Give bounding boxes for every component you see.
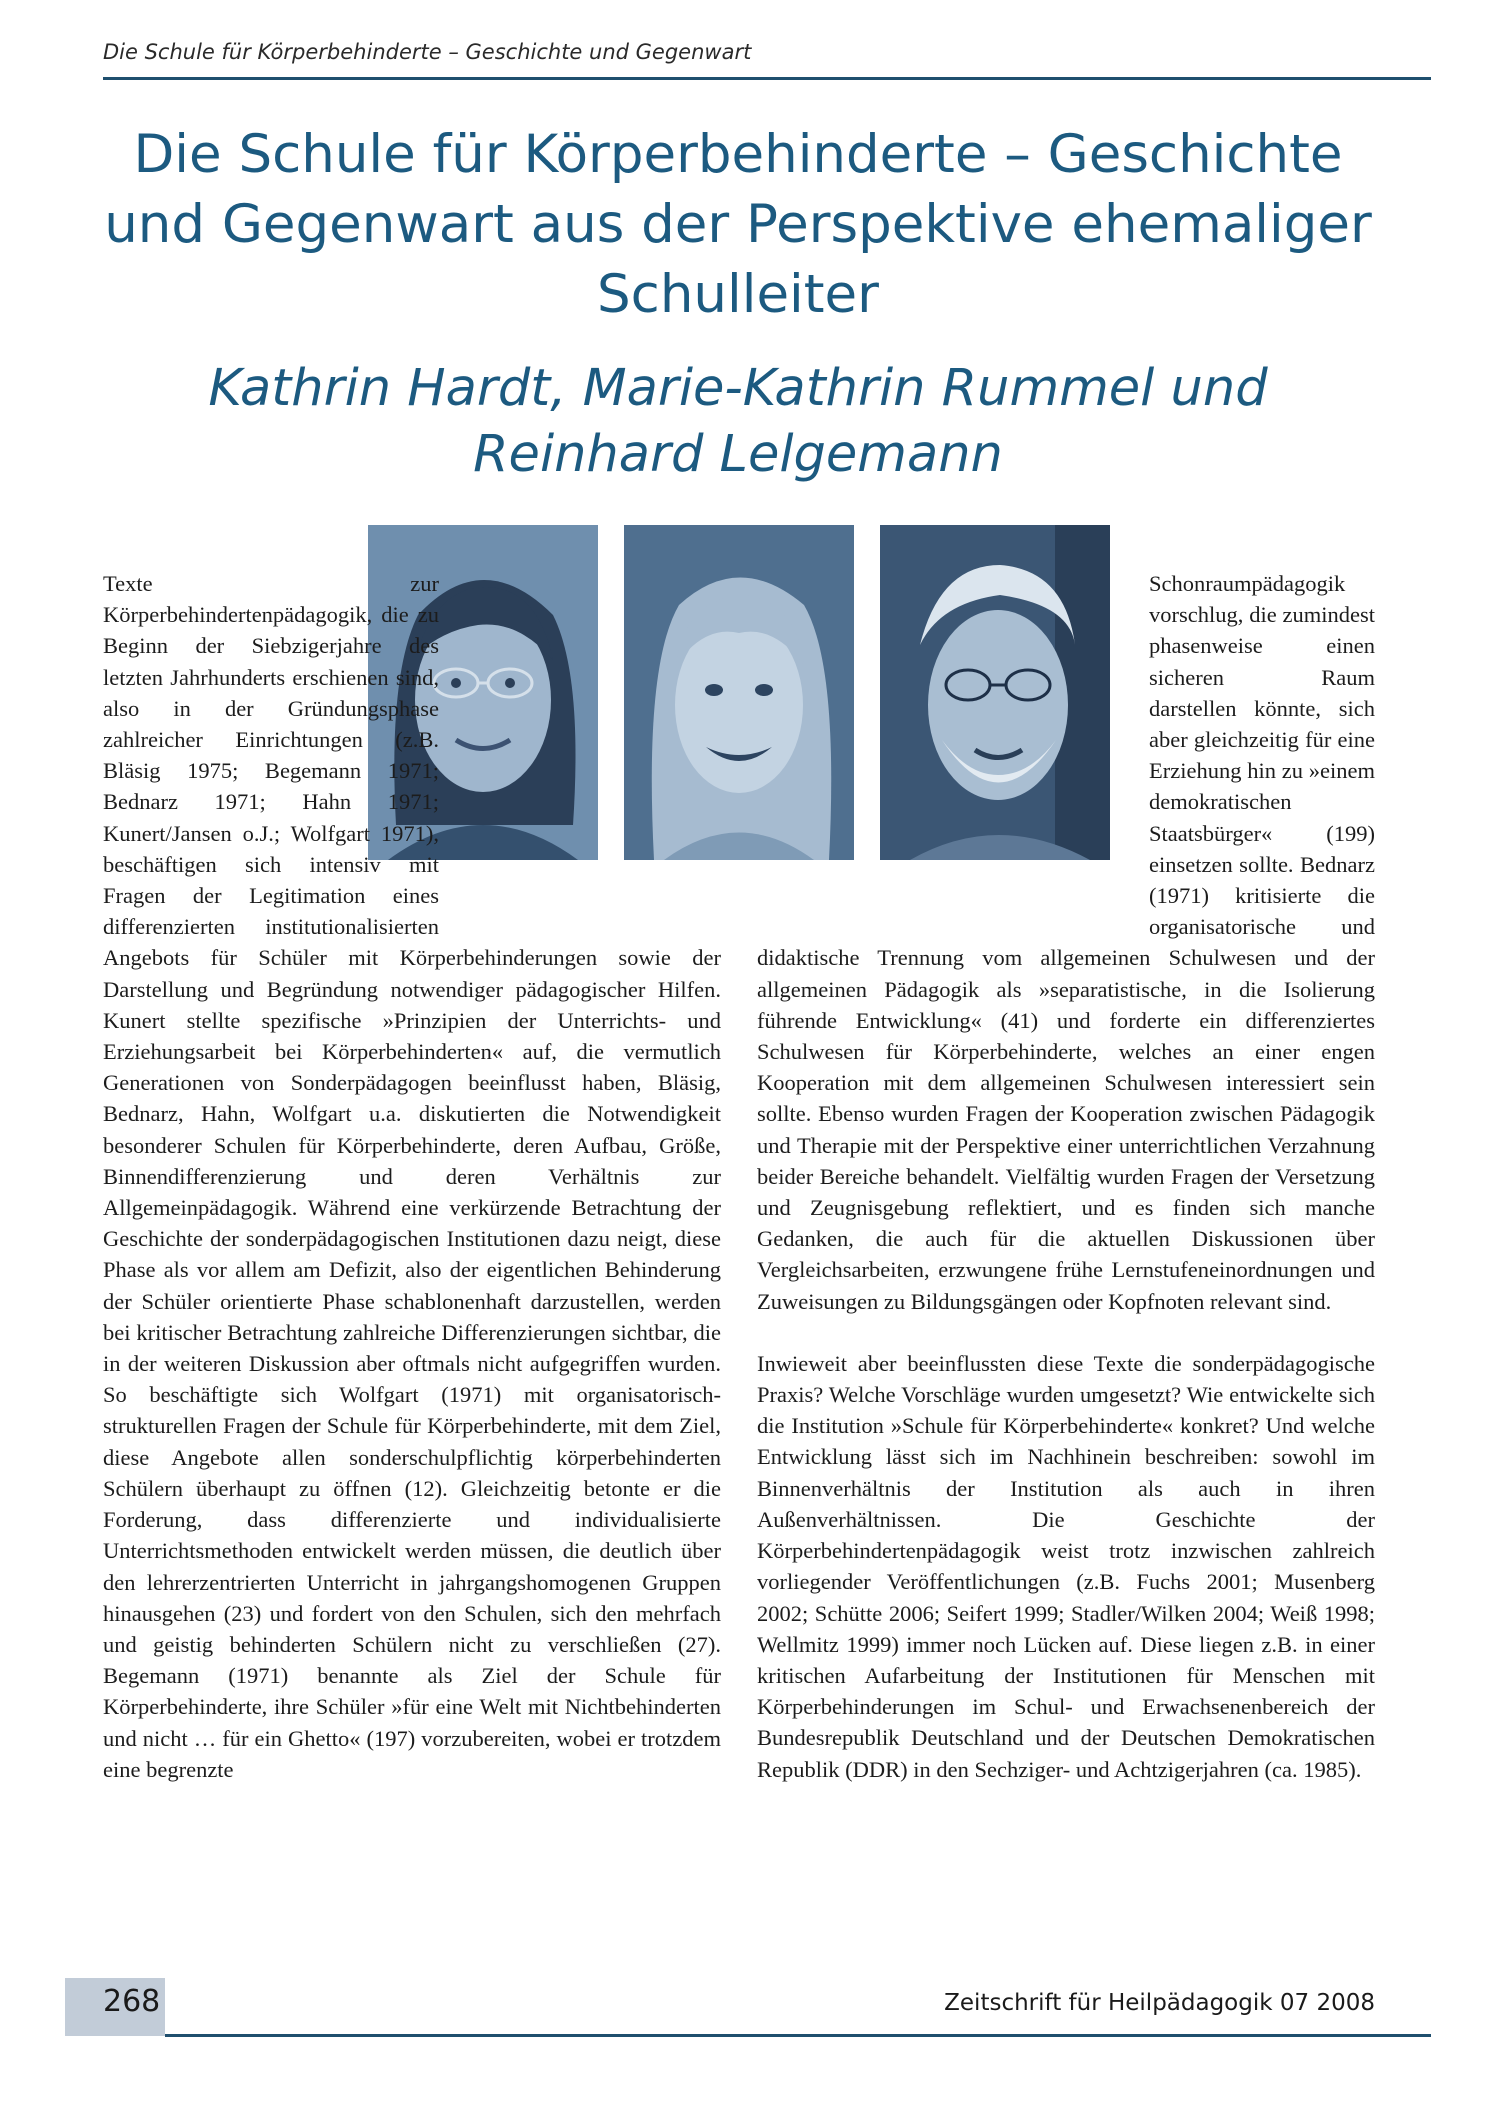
page-number: 268 [103, 1984, 161, 2019]
article-column-left [103, 568, 721, 1785]
article-column-right [757, 568, 1375, 1785]
body-paragraph-1: Texte zur Körperbehindertenpädagogik, die zu Beginn der Siebzigerjahre des letzten Jahrhunderts erschienen sind, also in der Gründungsphase zahlreicher Einrichtungen (z.B. Bläsig 1975; Begemann 1971; Bednarz 1971; Hahn 1971; Kunert/Jansen o.J.; Wolfgart 1971), beschäftigen sich intensiv mit Fragen der Legitimation eines differenzierten institutionalisierten Angebots für Schüler mit Körperbehinderungen sowie der Darstellung und Begründung notwendiger pädagogischer Hilfen. Kunert stellte spezifische »Prinzipien der Unterrichts- und Erziehungsarbeit bei Körperbehinderten« auf, die vermutlich Generationen von Sonderpädagogen beeinflusst haben, Bläsig, Bednarz, Hahn, Wolfgart u.a. diskutierten die Notwendigkeit besonderer Schulen für Körperbehinderte, deren Aufbau, Größe, Binnendifferenzierung und deren Verhältnis zur Allgemeinpädagogik. Während eine verkürzende Betrachtung der Geschichte der sonderpädagogischen Institutionen dazu neigt, diese Phase als vor allem am Defizit, also der eigentlichen Behinderung der Schüler orientierte Phase schablonenhaft darzustellen, werden bei kritischer Betrachtung zahlreiche Differenzierungen sichtbar, die in der weiteren Diskussion aber oftmals nicht aufgegriffen wurden. So beschäftigte sich Wolfgart (1971) mit organisatorisch-strukturellen Fragen der Schule für Körperbehinderte, mit dem Ziel, diese Angebote allen sonderschulpflichtig körperbehinderten Schülern überhaupt zu öffnen (12). Gleichzeitig betonte er die Forderung, dass differenzierte und individualisierte Unterrichtsmethoden entwickelt werden müssen, die deutlich über den lehrerzentrierten Unterricht in jahrgangshomogenen Gruppen hinausgehen (23) und fordert von den Schulen, sich den mehrfach und geistig behinderten Schülern nicht zu verschließen (27). Begemann (1971) benannte als Ziel der Schule für Körperbehinderte, ihre Schüler »für eine Welt mit Nichtbehinderten und nicht … für ein Ghetto« (197) vorzubereiten, wobei er trotzdem eine begrenzte [103, 571, 721, 1782]
body-paragraph-2: Schonraumpädagogik vorschlug, die zumindest phasenweise einen sicheren Raum darstellen könnte, sich aber gleichzeitig für eine Erziehung hin zu »einem demokratischen Staatsbürger« (199) einsetzen sollte. Bednarz (1971) kritisierte die organisatorische und didaktische Trennung vom allgemeinen Schulwesen und der allgemeinen Pädagogik als »separatistische, in die Isolierung führende Entwicklung« (41) und forderte ein differenziertes Schulwesen für Körperbehinderte, welches an einer engen Kooperation mit dem allgemeinen Schulwesen interessiert sein sollte. Ebenso wurden Fragen der Kooperation zwischen Pädagogik und Therapie mit der Perspektive einer unterrichtlichen Verzahnung beider Bereiche behandelt. Vielfältig wurden Fragen der Versetzung und Zeugnisgebung reflektiert, und es finden sich manche Gedanken, die auch für die aktuellen Diskussionen über Vergleichsarbeiten, erzwungene frühe Lernstufeneinordnungen und Zuweisungen zu Bildungsgängen oder Kopfnoten relevant sind. [757, 571, 1375, 1314]
article-authors: Kathrin Hardt, Marie-Kathrin Rummel und Reinhard Lelgemann [208, 359, 1268, 484]
running-head: Die Schule für Körperbehinderte – Geschichte und Gegenwart [103, 40, 752, 64]
article-title: Die Schule für Körperbehinderte – Geschichte und Gegenwart aus der Perspektive ehemaliger Schulleiter [104, 124, 1372, 325]
image-wrap-spacer [439, 568, 721, 930]
journal-citation: Zeitschrift für Heilpädagogik 07 2008 [944, 1990, 1375, 2016]
body-paragraph-3: Inwieweit aber beeinflussten diese Texte die sonderpädagogische Praxis? Welche Vorschläge wurden umgesetzt? Wie entwickelte sich die Institution »Schule für Körperbehinderte« konkret? Und welche Entwicklung lässt sich im Nachhinein beschreiben: sowohl im Binnenverhältnis der Institution als auch in ihren Außenverhältnissen. Die Geschichte der Körperbehindertenpädagogik weist trotz inzwischen zahlreich vorliegender Veröffentlichungen (z.B. Fuchs 2001; Musenberg 2002; Schütte 2006; Seifert 1999; Stadler/Wilken 2004; Weiß 1998; Wellmitz 1999) immer noch Lücken auf. Diese liegen z.B. in einer kritischen Aufarbeitung der Institutionen für Menschen mit Körperbehinderungen im Schul- und Erwachsenenbereich der Bundesrepublik Deutschland und der Deutschen Demokratischen Republik (DDR) in den Sechziger- und Achtzigerjahren (ca. 1985). [757, 1350, 1375, 1782]
image-wrap-spacer [757, 568, 1149, 930]
header-rule [103, 77, 1431, 80]
footer-rule [165, 2034, 1431, 2037]
